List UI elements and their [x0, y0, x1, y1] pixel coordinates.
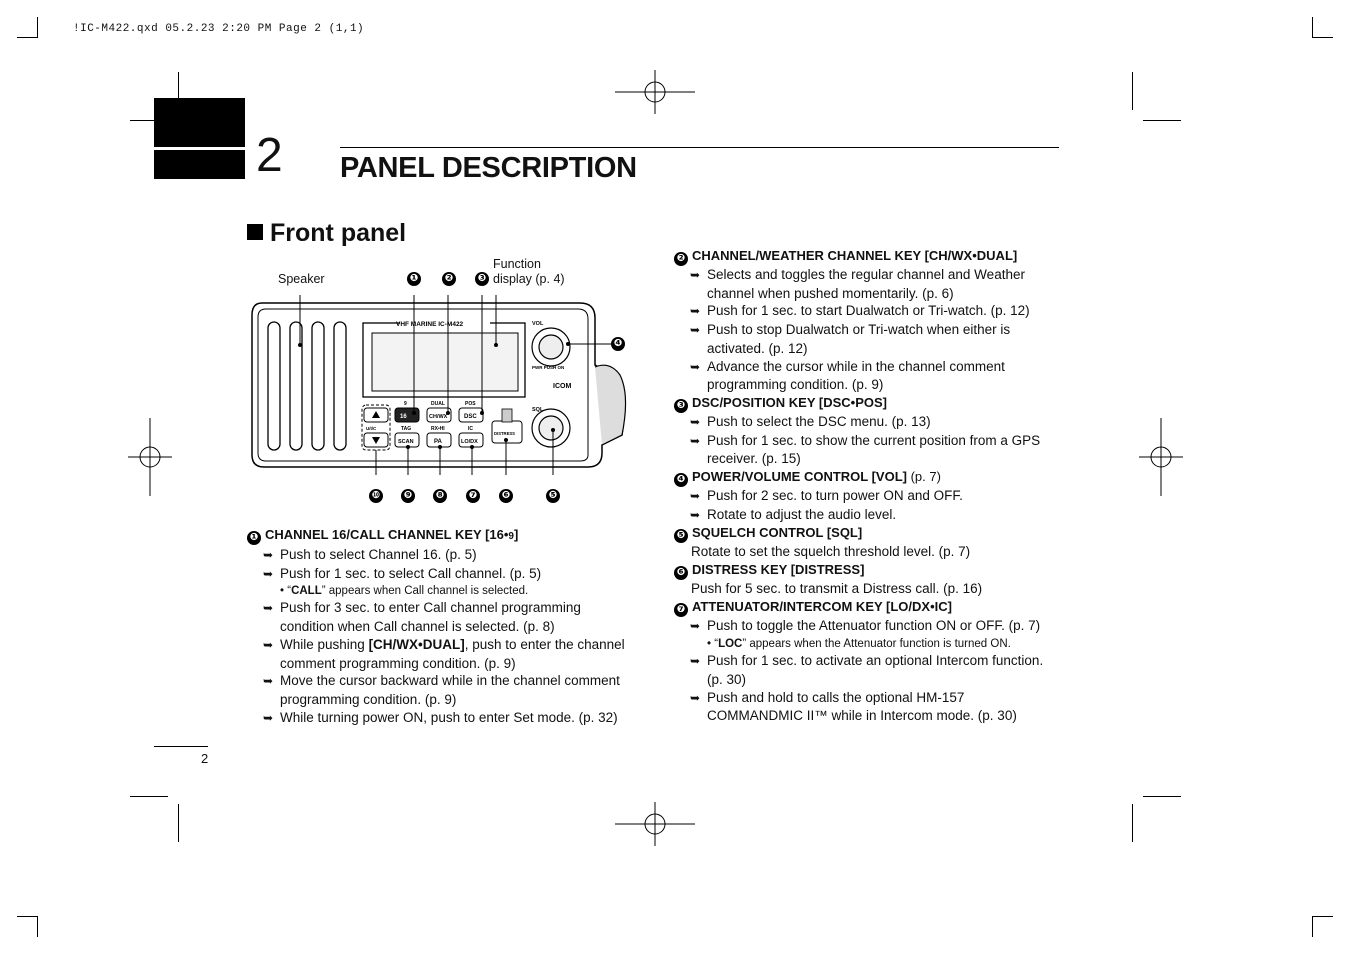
arrow-icon: ➥ — [690, 359, 701, 374]
item-6-text: Push for 5 sec. to transmit a Distress call. (p. 16) — [691, 581, 983, 597]
arrow-icon: ➥ — [263, 674, 274, 689]
key-dsc: DSC — [464, 414, 477, 420]
callout-8: ❽ — [433, 489, 447, 503]
chapter-tab — [154, 98, 245, 179]
list-item: ➥ Push and hold to calls the optional HM-157 COMMANDMIC II™ while in Intercom mode. (p. 30) — [690, 689, 1017, 724]
arrow-icon: ➥ — [263, 601, 274, 616]
key-distress: DISTRESS — [494, 431, 515, 436]
key-pa-top: RX•HI — [431, 426, 445, 432]
callout-10: ❿ — [369, 489, 383, 503]
square-bullet-icon — [247, 224, 263, 240]
key-scan: SCAN — [398, 439, 414, 445]
right-column — [674, 247, 1060, 725]
arrow-icon: ➥ — [690, 654, 701, 669]
list-item: ➥ Advance the cursor while in the channel comment programming condition. (p. 9) — [690, 358, 1005, 393]
arrow-icon: ➥ — [690, 304, 701, 319]
callout-9: ❾ — [401, 489, 415, 503]
callout-1: ❶ — [407, 272, 421, 286]
list-item: ➥ While turning power ON, push to enter Set mode. (p. 32) — [263, 709, 631, 728]
crop-mark — [1132, 804, 1133, 842]
list-item: ➥ Push for 1 sec. to start Dualwatch or Tri-watch. (p. 12) — [690, 302, 1060, 321]
crop-mark — [1132, 72, 1133, 110]
item-1-title: CHANNEL 16/CALL CHANNEL KEY [16• — [265, 527, 509, 542]
arrow-icon: ➥ — [690, 414, 701, 429]
note: • “CALL” appears when Call channel is selected. — [280, 585, 529, 598]
key-lodx-top: IC — [468, 426, 473, 432]
crop-mark — [1312, 916, 1313, 937]
item-1-heading — [247, 526, 631, 546]
list-item: ➥ While pushing [CH/WX•DUAL], push to enter the channel comment programming condition. (p. 9) — [263, 636, 625, 671]
arrow-icon: ➥ — [690, 507, 701, 522]
left-column — [247, 526, 631, 727]
arrow-icon: ➥ — [690, 619, 701, 634]
function-label-line1: Function — [493, 257, 541, 271]
registration-mark-left — [128, 418, 172, 496]
registration-mark-top — [615, 70, 695, 114]
updown-label: U/I/C — [366, 426, 377, 431]
arrow-icon: ➥ — [690, 323, 701, 338]
function-label — [493, 257, 565, 287]
callout-4: ❹ — [611, 337, 625, 351]
item-1-number: ❶ — [247, 531, 261, 545]
key-16-top: 9 — [404, 401, 407, 407]
item-5-text: Rotate to set the squelch threshold level. (p. 7) — [691, 544, 971, 560]
pwr-label: PWR PUSH ON — [532, 365, 565, 370]
file-header: !IC-M422.qxd 05.2.23 2:20 PM Page 2 (1,1) — [73, 23, 365, 35]
list-item: ➥ Push to stop Dualwatch or Tri-watch when either is activated. (p. 12) — [690, 322, 1011, 356]
callout-7: ❼ — [466, 489, 480, 503]
crop-mark — [1312, 17, 1313, 38]
note: • “LOC” appears when the Attenuator function is turned ON. — [707, 638, 1011, 651]
list-item: ➥ Push to select Channel 16. (p. 5) — [263, 546, 631, 565]
crop-mark — [17, 37, 38, 38]
chapter-number: 2 — [256, 129, 283, 182]
section-title: Front panel — [247, 219, 406, 248]
crop-mark — [1312, 37, 1333, 38]
crop-mark — [17, 916, 38, 917]
page-number: 2 — [201, 751, 209, 766]
item-1-title-small: 9 — [508, 531, 514, 542]
crop-mark — [1143, 120, 1181, 121]
list-item: ➥ Move the cursor backward while in the channel comment programming condition. (p. 9) — [263, 673, 620, 707]
key-chwx-top: DUAL — [431, 401, 445, 407]
arrow-icon: ➥ — [690, 690, 701, 705]
callout-5: ❺ — [546, 489, 560, 503]
item-3-heading: ❸ DSC/POSITION KEY [DSC•POS] — [674, 394, 1060, 413]
item-5-heading: ❺ SQUELCH CONTROL [SQL] — [674, 524, 1060, 543]
arrow-icon: ➥ — [263, 548, 274, 562]
list-item: ➥ Push to toggle the Attenuator function ON or OFF. (p. 7) — [690, 617, 1060, 636]
brand-label: ICOM — [553, 383, 572, 390]
list-item: ➥ Push for 1 sec. to select Call channel. (p. 5) — [263, 565, 631, 584]
list-item: ➥ Rotate to adjust the audio level. — [690, 506, 1060, 525]
sql-label: SQL — [532, 407, 544, 413]
item-4-heading: ❹ POWER/VOLUME CONTROL [VOL] (p. 7) — [674, 468, 1060, 487]
crop-mark — [1143, 796, 1181, 797]
arrow-icon: ➥ — [690, 489, 701, 504]
crop-mark — [178, 804, 179, 842]
callout-3: ❸ — [475, 272, 489, 286]
arrow-icon: ➥ — [263, 637, 274, 652]
vol-label: VOL — [532, 321, 544, 327]
list-item: ➥ Selects and toggles the regular channel and Weather channel when pushed momentarily. (p. 6) — [690, 267, 1025, 301]
crop-mark — [130, 796, 168, 797]
crop-mark — [37, 916, 38, 937]
list-item: ➥ Push for 1 sec. to show the current position from a GPS receiver. (p. 15) — [690, 432, 1041, 467]
arrow-icon: ➥ — [690, 433, 701, 448]
registration-mark-right — [1139, 418, 1183, 496]
radio-front-panel-illustration — [250, 295, 630, 475]
item-7-heading: ❼ ATTENUATOR/INTERCOM KEY [LO/DX•IC] — [674, 598, 1060, 617]
page-number-rule — [154, 746, 208, 747]
key-16: 16 — [400, 414, 407, 420]
key-lodx: LO/DX — [461, 439, 478, 445]
key-scan-top: TAG — [401, 426, 412, 432]
callout-6: ❻ — [499, 489, 513, 503]
arrow-icon: ➥ — [690, 268, 701, 282]
list-item: ➥ Push for 1 sec. to activate an optional Intercom function. (p. 30) — [690, 653, 1044, 687]
list-item: ➥ Push for 3 sec. to enter Call channel programming condition when Call channel is selected. (p. 8) — [263, 600, 581, 635]
list-item: ➥ Push for 2 sec. to turn power ON and OFF. — [690, 487, 1060, 506]
key-dsc-top: POS — [465, 401, 476, 407]
speaker-label: Speaker — [278, 272, 325, 286]
item-2-heading: ❷ CHANNEL/WEATHER CHANNEL KEY [CH/WX•DUAL] — [674, 247, 1060, 266]
registration-mark-bottom — [615, 802, 695, 846]
arrow-icon: ➥ — [263, 566, 274, 581]
key-chwx: CH/WX — [429, 414, 448, 420]
chapter-title: PANEL DESCRIPTION — [340, 152, 637, 184]
list-item: ➥ Push to select the DSC menu. (p. 13) — [690, 413, 1060, 432]
chapter-rule — [340, 147, 1059, 148]
key-pa: PA — [434, 439, 442, 445]
callout-2: ❷ — [442, 272, 456, 286]
function-label-line2: display (p. 4) — [493, 272, 565, 286]
crop-mark — [1312, 916, 1333, 917]
item-6-heading: ❻ DISTRESS KEY [DISTRESS] — [674, 561, 1060, 580]
arrow-icon: ➥ — [263, 710, 274, 725]
item-1-title-end: ] — [513, 527, 519, 542]
model-label: VHF MARINE IC-M422 — [396, 321, 464, 328]
crop-mark — [37, 17, 38, 38]
